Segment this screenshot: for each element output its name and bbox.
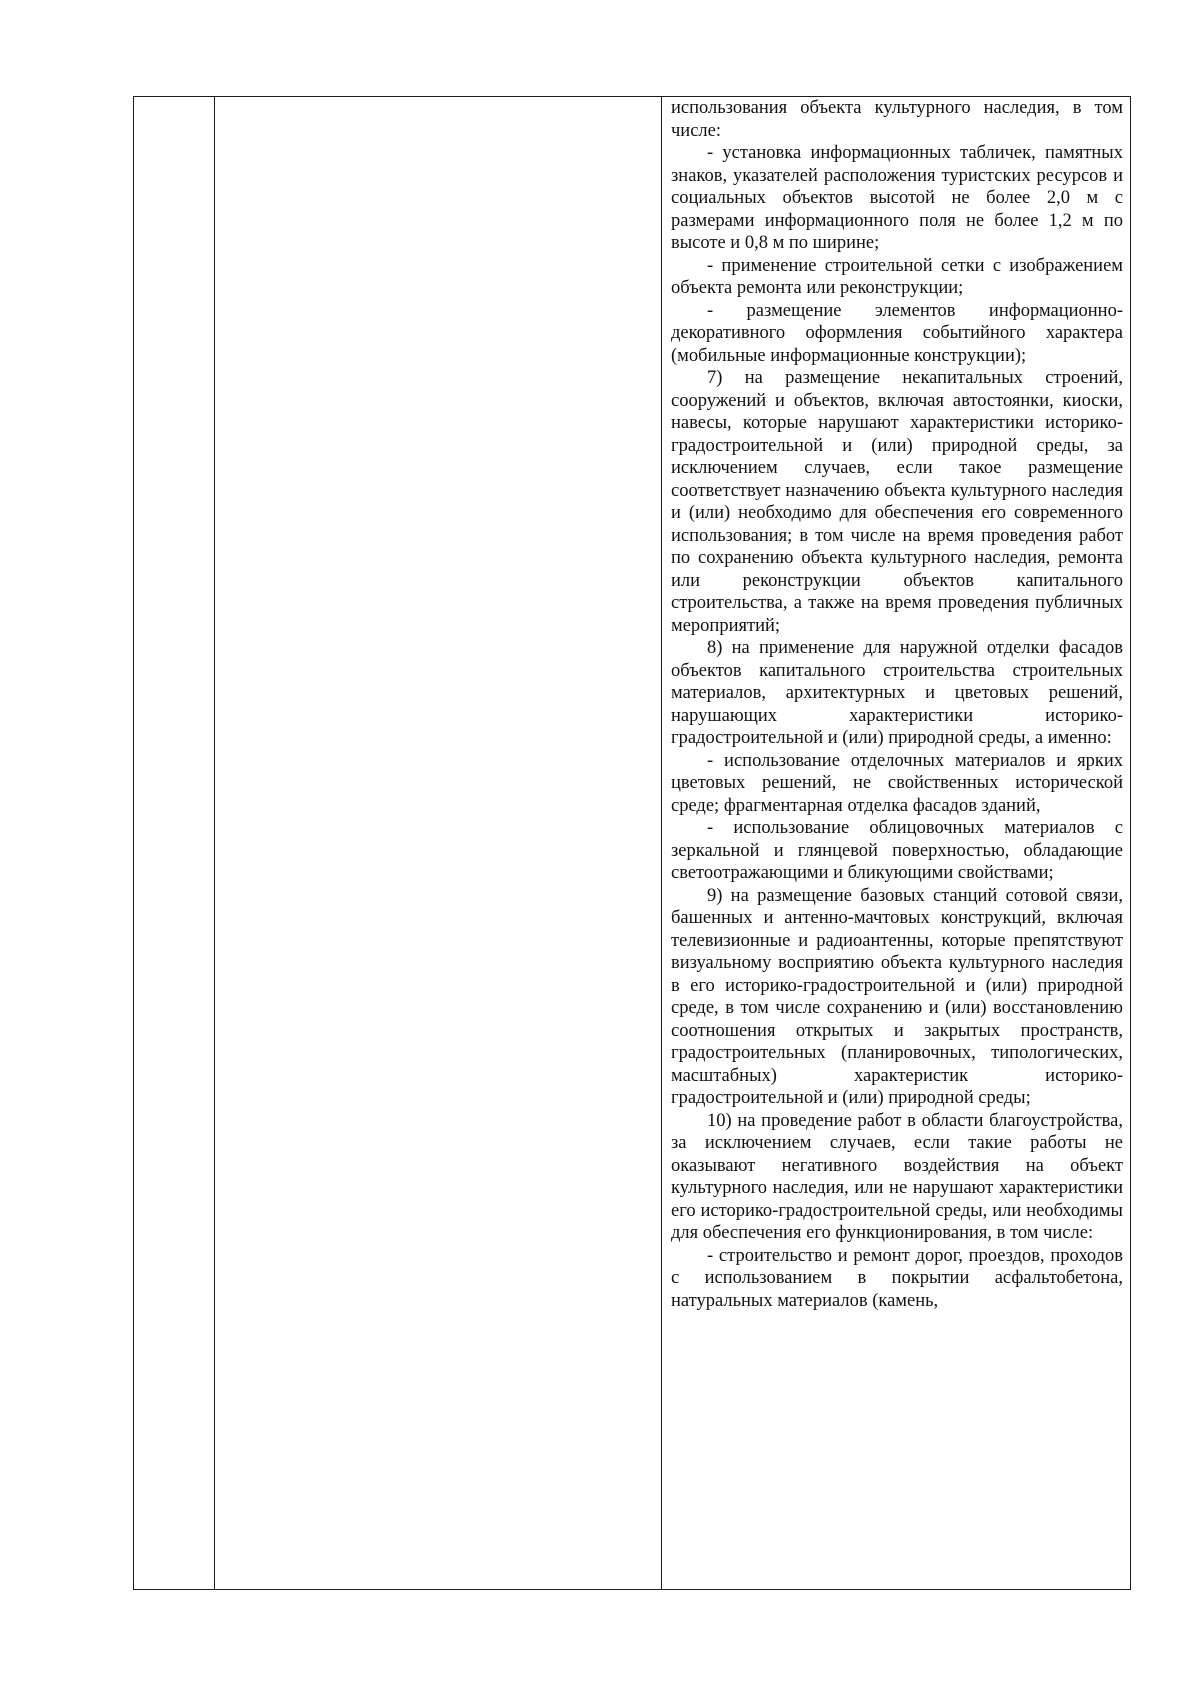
paragraph: - применение строительной сетки с изображением объекта ремонта или реконструкции; xyxy=(671,255,1123,298)
paragraph: - строительство и ремонт дорог, проездов, проходов с использованием в покрытии асфальтобетона, натуральных материалов (камень, xyxy=(671,1245,1123,1311)
paragraph: - установка информационных табличек, памятных знаков, указателей расположения туристских ресурсов и социальных объектов высотой не более 2,0 м с размерами информационного поля не более 1,2 м по высоте и 0,8 м по ширине; xyxy=(671,143,1123,253)
paragraph: 10) на проведение работ в области благоустройства, за исключением случаев, если такие работы не оказывают негативного воздействия на объект культурного наследия, или не нарушают характеристики его историко-градостроительной среды, или необходимы для обеспечения его функционирования, в том числе: xyxy=(671,1110,1123,1243)
paragraph: - использование отделочных материалов и ярких цветовых решений, не свойственных исторической среде; фрагментарная отделка фасадов зданий, xyxy=(671,750,1123,816)
column-divider xyxy=(214,97,215,1589)
table-cell-name xyxy=(216,97,661,1589)
column-divider xyxy=(661,97,662,1589)
paragraph: - использование облицовочных материалов с зеркальной и глянцевой поверхностью, обладающие светоотражающими и бликующими свойствами; xyxy=(671,818,1123,883)
document-table xyxy=(133,96,1131,1590)
paragraph: использования объекта культурного наследия, в том числе: xyxy=(671,98,1123,141)
paragraph: 7) на размещение некапитальных строений, сооружений и объектов, включая автостоянки, киоски, навесы, которые нарушают характеристики историко-градостроительной и (или) природной среды, за исключением случаев, если такое размещение соответствует назначению объекта культурного наследия и (или) необходимо для обеспечения его современного использования; в том числе на время проведения работ по сохранению объекта культурного наследия, ремонта или реконструкции объектов капитального строительства, а также на время проведения публичных мероприятий; xyxy=(671,368,1123,636)
table-cell-number xyxy=(134,97,214,1589)
paragraph: 8) на применение для наружной отделки фасадов объектов капитального строительства строительных материалов, архитектурных и цветовых решений, нарушающих характеристики историко-градостроительной и (или) природной среды, а именно: xyxy=(671,638,1123,748)
paragraph: - размещение элементов информационно-декоративного оформления событийного характера (мобильные информационные конструкции); xyxy=(671,300,1123,366)
paragraph: 9) на размещение базовых станций сотовой связи, башенных и антенно-мачтовых конструкций, включая телевизионные и радиоантенны, которые препятствуют визуальному восприятию объекта культурного наследия в его историко-градостроительной и (или) природной среде, в том числе сохранению и (или) восстановлению соотношения открытых и закрытых пространств, градостроительных (планировочных, типологических, масштабных) характеристик историко-градостроительной и (или) природной среды; xyxy=(671,885,1123,1108)
table-cell-requirements xyxy=(671,97,1123,1312)
